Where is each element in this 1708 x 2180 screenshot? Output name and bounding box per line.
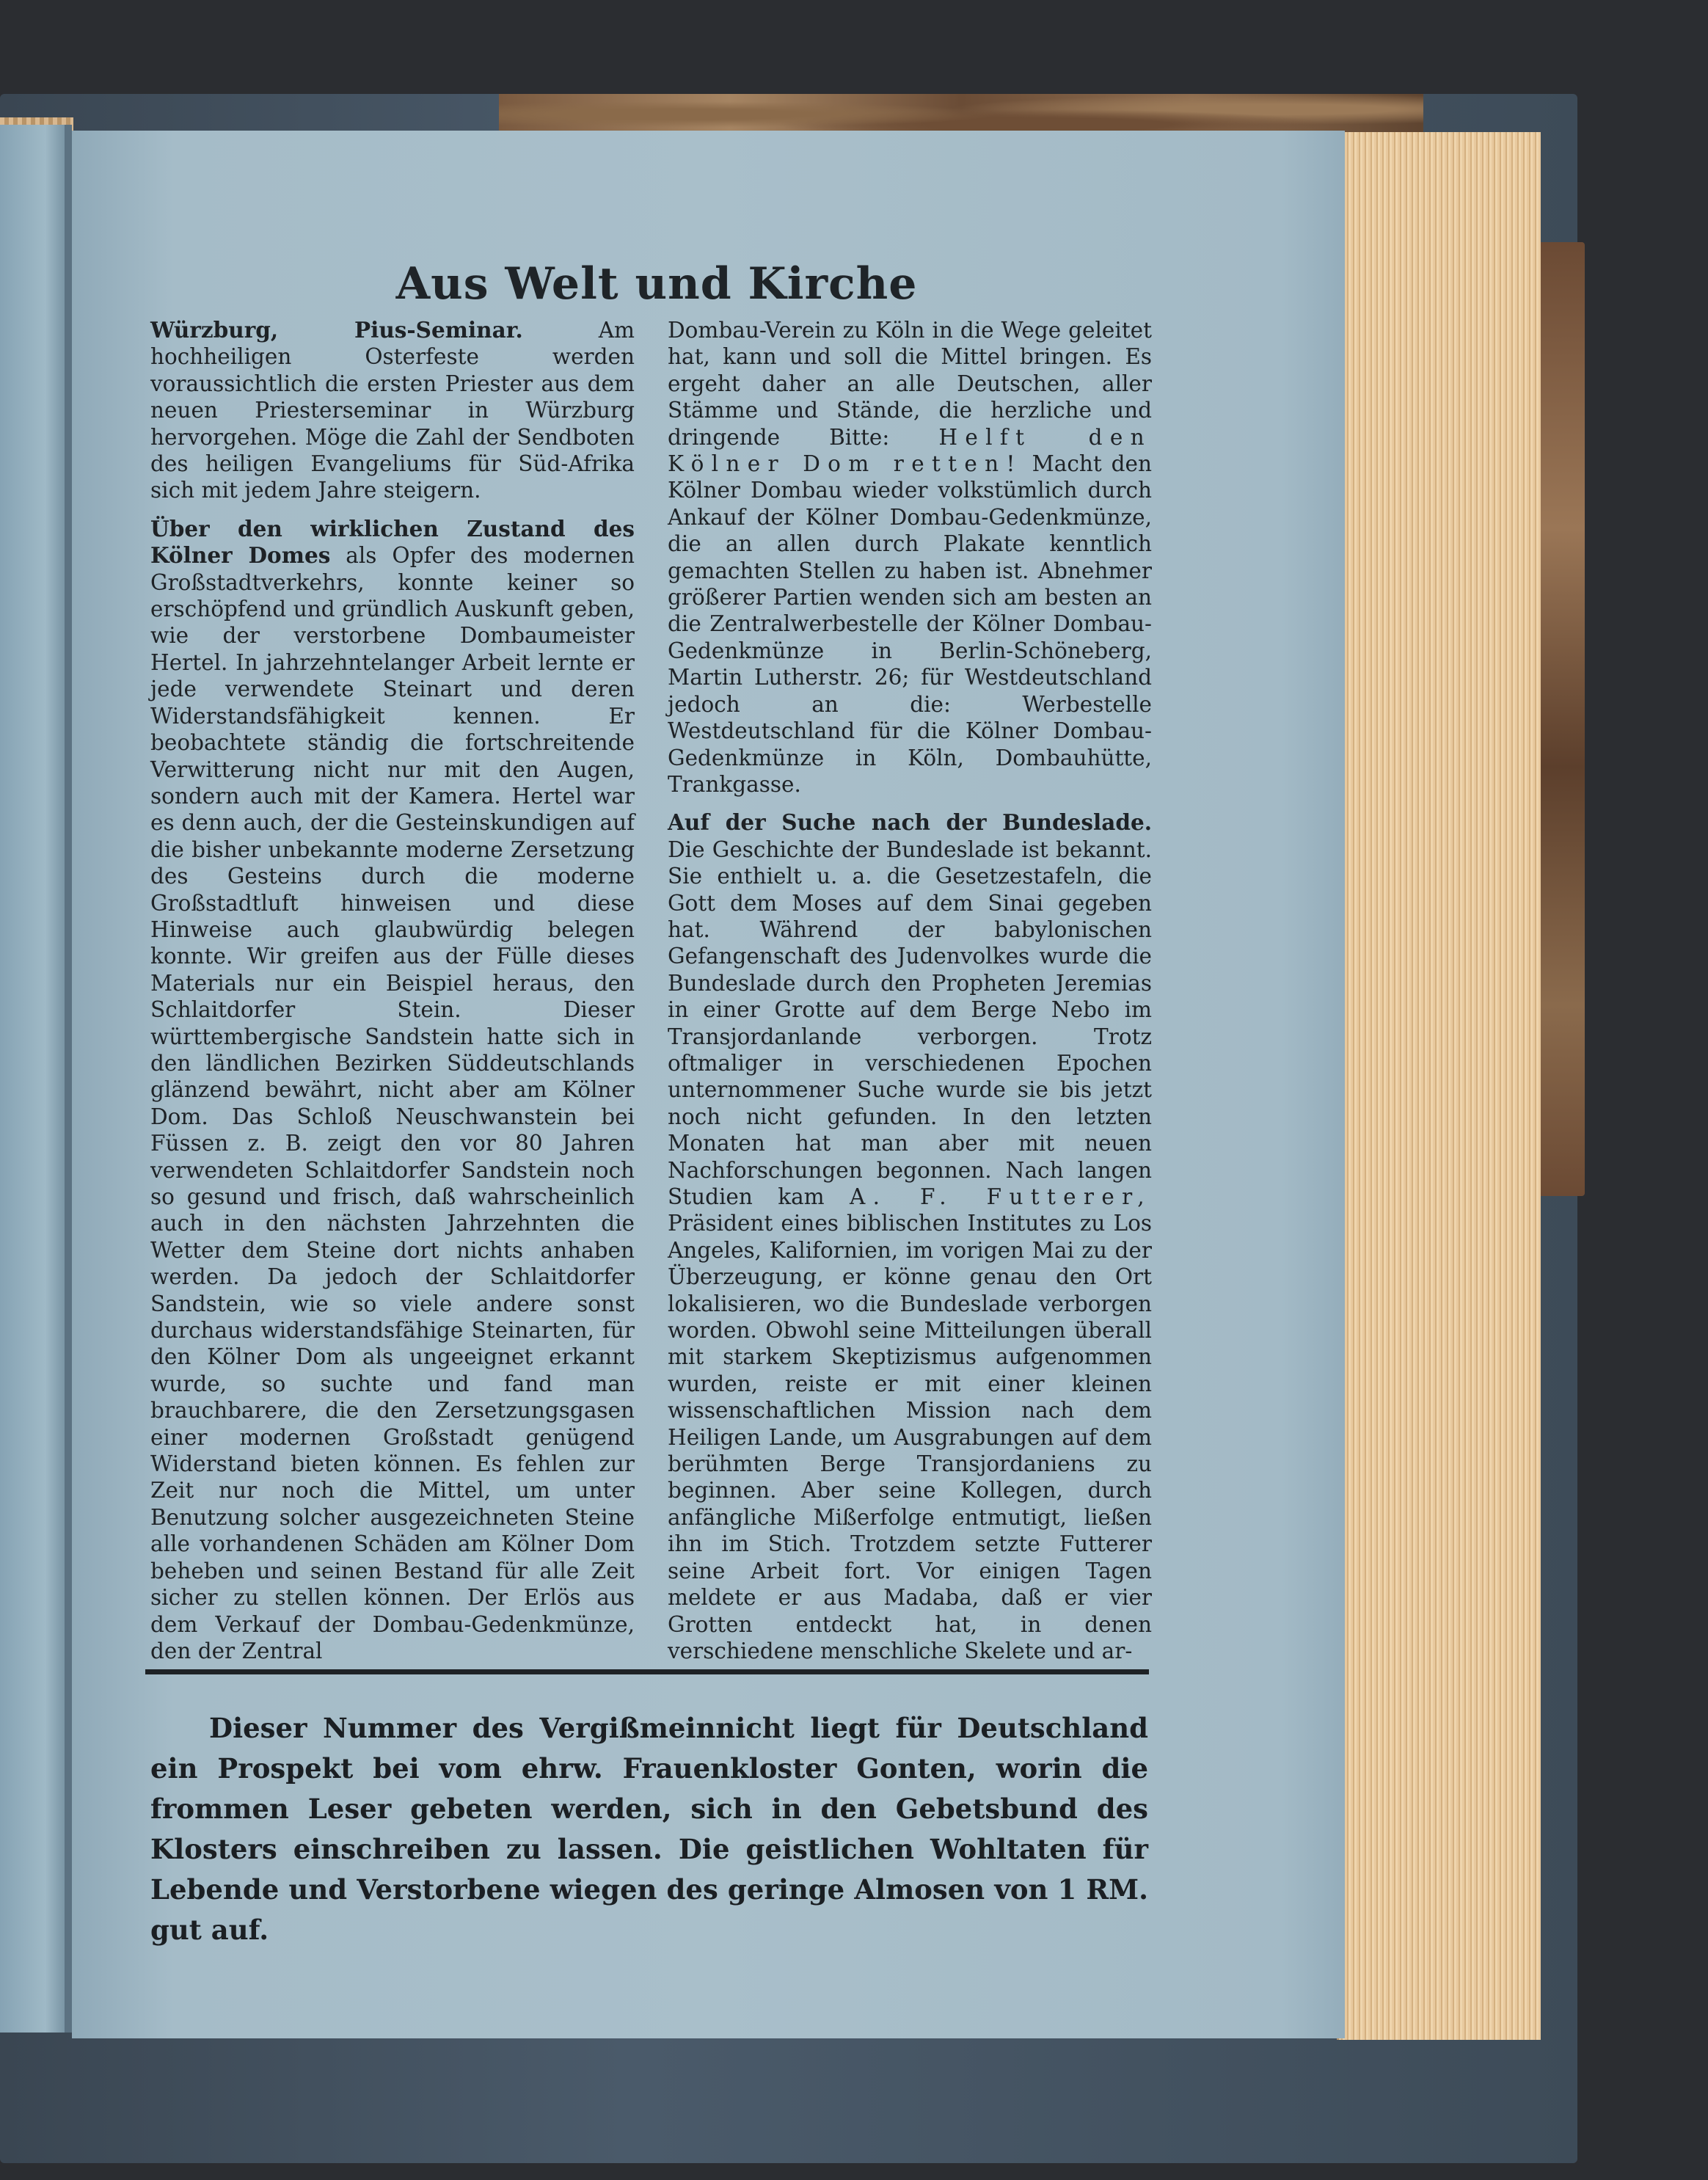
article-koelner-dom-continued bbox=[668, 317, 1152, 798]
gutter bbox=[65, 125, 72, 2033]
person-name: A. F. Futterer, bbox=[850, 1184, 1153, 1209]
page-block-edge bbox=[1337, 132, 1541, 2040]
article-heading: Auf der Suche nach der Bundeslade. bbox=[668, 809, 1152, 836]
section-divider bbox=[145, 1669, 1149, 1674]
article-body: Am hochheiligen Osterfeste werden voraussichtlich die ersten Priester aus dem neuen Priesterseminar in Würzburg hervorgehen. Möge die Zahl der Sendboten des heiligen Evangeliums für Süd-Afrika sich mit jedem Jahre steigern. bbox=[150, 318, 635, 503]
left-page-edge bbox=[0, 125, 65, 2033]
article-body: Macht den Kölner Dombau wieder volkstümlich durch Ankauf der Kölner Dombau-Gedenkmünze, die an allen durch Plakate kenntlich gemachten Stellen zu haben ist. Abnehmer größerer Partien wenden sich am besten an die Zentralwerbestelle der Kölner Dombau-Gedenkmünze in Berlin-Schöneberg, Martin Lutherstr. 26; für Westdeutschland jedoch an die: Werbestelle Westdeutschland für die Kölner Dombau-Gedenkmünze in Köln, Dombauhütte, Trankgasse. bbox=[668, 451, 1153, 797]
article-koelner-dom bbox=[150, 516, 635, 1664]
notice-text: Dieser Nummer des Vergißmeinnicht liegt für Deutschland ein Prospekt bei vom ehrw. Frauenkloster Gonten, worin die frommen Leser gebeten werden, sich in den Gebetsbund des Klosters einschreiben zu lassen. Die geistlichen Wohltaten für Lebende und Verstorbene wiegen des geringe Almosen von 1 RM. gut auf. bbox=[150, 1712, 1148, 1946]
article-body: Dombau-Verein zu Köln in die Wege geleitet hat, kann und soll die Mittel bringen. Es ergeht daher an alle Deutschen, aller Stämme und Stände, die herzliche und dringende Bitte: bbox=[668, 318, 1152, 450]
right-column bbox=[668, 317, 1152, 1676]
left-column bbox=[150, 317, 635, 1676]
article-body: als Opfer des modernen Großstadtverkehrs, konnte keiner so erschöpfend und gründlich Auskunft geben, wie der verstorbene Dombaumeister Hertel. In jahrzehntelanger Arbeit lernte er jede verwendete Steinart und deren Widerstandsfähigkeit kennen. Er beobachtete ständig die fortschreitende Verwitterung nicht nur mit den Augen, sondern auch mit der Kamera. Hertel war es denn auch, der die Gesteinskundigen auf die bisher unbekannte moderne Zersetzung des Gesteins durch die moderne Großstadtluft hinweisen und diese Hinweise auch glaubwürdig belegen konnte. Wir greifen aus der Fülle dieses Materials nur ein Beispiel heraus, den Schlaitdorfer Stein. Dieser württembergische Sandstein hatte sich in den ländlichen Bezirken Süddeutschlands glänzend bewährt, nicht aber am Kölner Dom. Das Schloß Neuschwanstein bei Füssen z. B. zeigt den vor 80 Jahren verwendeten Schlaitdorfer Sandstein noch so gesund und frisch, daß wahrscheinlich auch in den nächsten Jahrzehnten die Wetter dem Steine dort nichts anhaben werden. Da jedoch der Schlaitdorfer Sandstein, wie so viele andere sonst durchaus widerstandsfähige Steinarten, für den Kölner Dom als ungeeignet erkannt wurde, so suchte und fand man brauchbarere, die den Zersetzungsgasen einer modernen Großstadt genügend Widerstand bieten können. Es fehlen zur Zeit nur noch die Mittel, um unter Benutzung solcher ausgezeichneten Steine alle vorhandenen Schäden am Kölner Dom beheben und seinen Bestand für alle Zeit sicher zu stellen können. Der Erlös aus dem Verkauf der Dombau-Gedenkmünze, den der Zentral bbox=[150, 543, 635, 1663]
article-heading: Über den wirklichen Zustand des Kölner Domes bbox=[150, 515, 635, 569]
article-body: Präsident eines biblischen Institutes zu Los Angeles, Kalifornien, im vorigen Mai zu der Überzeugung, er könne genau den Ort lokalisieren, wo die Bundeslade verborgen worden. Obwohl seine Mitteilungen überall mit starkem Skeptizismus aufgenommen wurden, reiste er mit einer kleinen wissenschaftlichen Mission nach dem Heiligen Lande, um Ausgrabungen auf dem berühmten Berge Transjordaniens zu beginnen. Aber seine Kollegen, durch anfängliche Mißerfolge entmutigt, ließen ihn im Stich. Trotzdem setzte Futterer seine Arbeit fort. Vor einigen Tagen meldete er aus Madaba, daß er vier Grotten entdeckt hat, in denen verschiedene menschliche Skelete und ar- bbox=[668, 1211, 1152, 1663]
appeal-text: Helft den Kölner Dom retten! bbox=[668, 424, 1152, 477]
page-title: Aus Welt und Kirche bbox=[395, 258, 918, 310]
article-heading: Würzburg, Pius-Seminar. bbox=[150, 317, 523, 343]
article-body: Die Geschichte der Bundeslade ist bekannt. Sie enthielt u. a. die Gesetzestafeln, die Gott dem Moses auf dem Sinai gegeben hat. Während der babylonischen Gefangenschaft des Judenvolkes wurde die Bundeslade durch den Propheten Jeremias in einer Grotte auf dem Berge Nebo im Transjordanlande verborgen. Trotz oftmaliger in verschiedenen Epochen unternommener Suche wurde sie bis jetzt noch nicht gefunden. In den letzten Monaten hat man aber mit neuen Nachforschungen begonnen. Nach langen Studien kam bbox=[668, 836, 1152, 1209]
article-bundeslade bbox=[668, 809, 1152, 1664]
article-wuerzburg bbox=[150, 317, 635, 504]
